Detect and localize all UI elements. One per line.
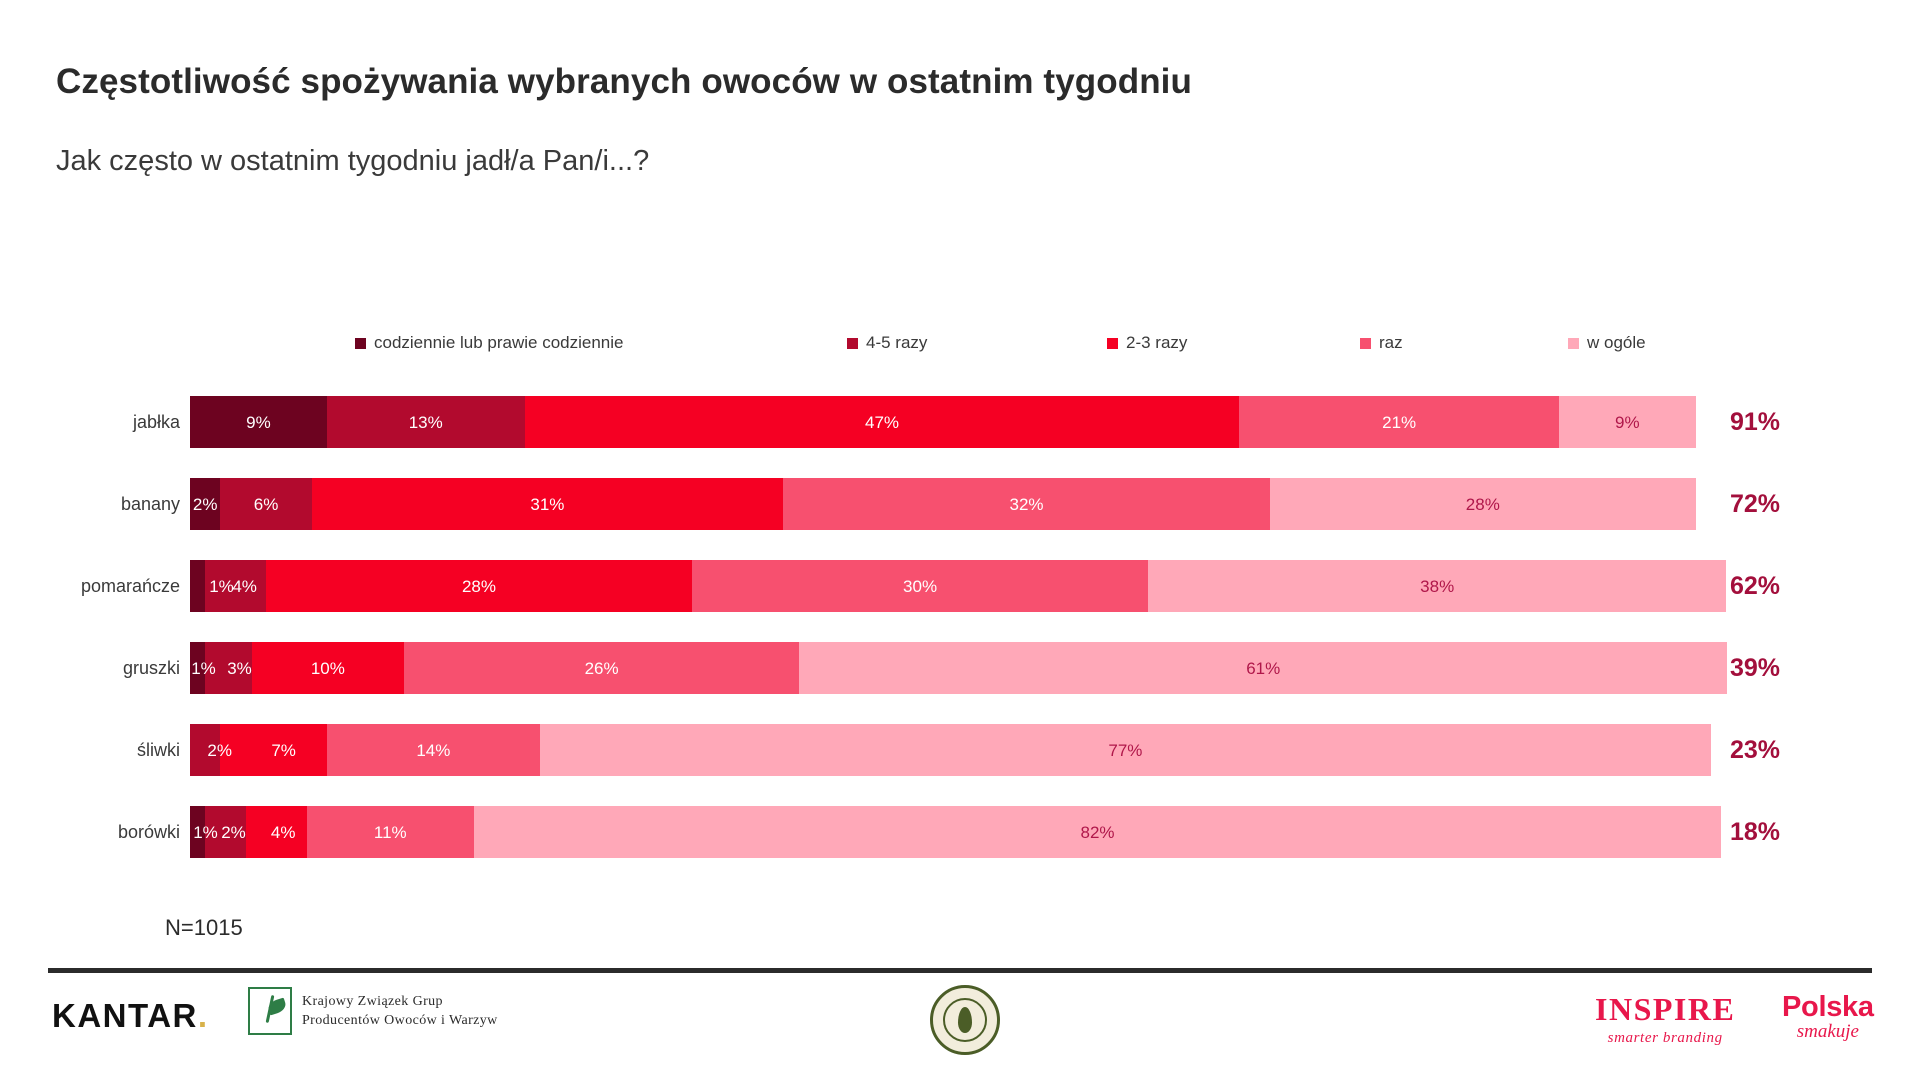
legend-label-1: 4-5 razy bbox=[866, 333, 928, 352]
bar-value-2-4: 38% bbox=[1420, 576, 1455, 596]
bar-segment-4-3 bbox=[327, 724, 540, 776]
row-total-5: 18% bbox=[1730, 818, 1781, 846]
category-label-5: borówki bbox=[117, 822, 180, 842]
row-total-0: 91% bbox=[1730, 408, 1781, 436]
legend-swatch-4 bbox=[1568, 338, 1579, 349]
inspire-logo bbox=[1595, 991, 1735, 1047]
kantar-logo-dot: . bbox=[197, 997, 209, 1034]
footer bbox=[0, 975, 1920, 1080]
sample-size-note: N=1015 bbox=[165, 915, 243, 940]
bar-value-5-0: 1% bbox=[193, 822, 218, 842]
footer-divider bbox=[48, 968, 1872, 973]
bar-value-0-1: 13% bbox=[408, 412, 443, 432]
legend-item-3 bbox=[1360, 333, 1403, 353]
bar-value-0-2: 47% bbox=[865, 412, 900, 432]
bar-value-1-1: 6% bbox=[253, 494, 279, 514]
chart-row bbox=[0, 396, 1920, 448]
bar-value-2-0: 1% bbox=[209, 576, 234, 596]
kantar-logo-text: KANTAR bbox=[52, 997, 198, 1034]
bar-segment-4-2 bbox=[220, 724, 326, 776]
category-label-2: pomarańcze bbox=[80, 576, 180, 596]
row-total-3: 39% bbox=[1730, 654, 1781, 682]
page-title: Częstotliwość spożywania wybranych owoców w ostatnim tygodniu bbox=[56, 62, 1192, 101]
kzgpow-logo-text bbox=[302, 994, 498, 1029]
legend-item-2 bbox=[1107, 333, 1187, 353]
bar-segment-1-2 bbox=[312, 478, 784, 530]
bar-value-0-0: 9% bbox=[246, 412, 271, 432]
bar-segment-1-4 bbox=[1270, 478, 1696, 530]
chart-row bbox=[0, 560, 1920, 612]
legend-swatch-1 bbox=[847, 338, 858, 349]
legend-label-0: codziennie lub prawie codziennie bbox=[374, 333, 624, 352]
bar-segment-0-0 bbox=[190, 396, 327, 448]
bar-segment-1-1 bbox=[220, 478, 311, 530]
polska-logo-tagline: smakuje bbox=[1796, 1021, 1859, 1042]
bar-segment-3-3 bbox=[404, 642, 799, 694]
bar-value-2-3: 30% bbox=[903, 576, 938, 596]
bar-track-3 bbox=[190, 642, 1711, 694]
legend-label-3: raz bbox=[1379, 333, 1403, 352]
quality-seal-icon bbox=[930, 985, 1000, 1055]
inspire-logo-name: INSPIRE bbox=[1595, 991, 1736, 1027]
chart-row bbox=[0, 806, 1920, 858]
bar-value-1-2: 31% bbox=[530, 494, 565, 514]
bar-value-5-4: 82% bbox=[1080, 822, 1115, 842]
stacked-bar-chart bbox=[0, 380, 1920, 860]
bar-value-1-0: 2% bbox=[192, 494, 218, 514]
chart-row bbox=[0, 724, 1920, 776]
bar-value-4-4: 77% bbox=[1108, 740, 1143, 760]
kzgpow-line-2: Producentów Owoców i Warzyw bbox=[302, 1012, 498, 1028]
bar-track-2 bbox=[190, 560, 1711, 612]
bar-value-3-3: 26% bbox=[584, 658, 619, 678]
bar-value-5-1: 2% bbox=[221, 822, 246, 842]
bar-track-4 bbox=[190, 724, 1711, 776]
bar-value-4-1: 2% bbox=[207, 740, 232, 760]
bar-value-4-3: 14% bbox=[416, 740, 451, 760]
bar-value-0-3: 21% bbox=[1382, 412, 1417, 432]
quality-seal-inner bbox=[943, 998, 987, 1042]
page-subtitle: Jak często w ostatnim tygodniu jadł/a Pan/i...? bbox=[56, 145, 650, 177]
category-label-3: gruszki bbox=[122, 658, 180, 678]
category-label-0: jabłka bbox=[132, 412, 180, 432]
bar-segment-1-3 bbox=[783, 478, 1270, 530]
category-label-1: banany bbox=[120, 494, 180, 514]
bar-value-0-4: 9% bbox=[1615, 412, 1640, 432]
chart-legend bbox=[355, 333, 1695, 359]
bar-value-3-4: 61% bbox=[1246, 658, 1281, 678]
polska-logo-name: Polska bbox=[1782, 991, 1874, 1023]
bar-segment-0-3 bbox=[1239, 396, 1558, 448]
row-total-1: 72% bbox=[1730, 490, 1781, 518]
chart-row bbox=[0, 478, 1920, 530]
chart-row bbox=[0, 642, 1920, 694]
row-total-4: 23% bbox=[1730, 736, 1781, 764]
bar-value-3-2: 10% bbox=[310, 658, 345, 678]
bar-track-0 bbox=[190, 396, 1711, 448]
seal-leaf-icon bbox=[958, 1007, 972, 1033]
bar-segment-5-4 bbox=[474, 806, 1721, 858]
bar-segment-0-1 bbox=[327, 396, 525, 448]
bar-value-5-3: 11% bbox=[373, 822, 407, 842]
bar-value-4-2: 7% bbox=[271, 740, 296, 760]
bar-track-5 bbox=[190, 806, 1711, 858]
bar-segment-1-0 bbox=[190, 478, 220, 530]
legend-label-4: w ogóle bbox=[1587, 333, 1646, 352]
kzgpow-line-1: Krajowy Związek Grup bbox=[302, 993, 443, 1009]
bar-value-2-2: 28% bbox=[461, 576, 496, 596]
kzgpow-logo bbox=[248, 987, 498, 1035]
bar-value-2-1: 4% bbox=[232, 576, 257, 596]
bar-value-1-3: 32% bbox=[1009, 494, 1044, 514]
bar-value-5-2: 4% bbox=[270, 822, 296, 842]
bar-segment-2-4 bbox=[1148, 560, 1726, 612]
bar-track-1 bbox=[190, 478, 1711, 530]
row-total-2: 62% bbox=[1730, 572, 1781, 600]
bar-segment-3-2 bbox=[252, 642, 404, 694]
bar-segment-2-3 bbox=[692, 560, 1148, 612]
legend-swatch-3 bbox=[1360, 338, 1371, 349]
bar-segment-0-4 bbox=[1559, 396, 1696, 448]
bar-segment-3-4 bbox=[799, 642, 1727, 694]
legend-swatch-2 bbox=[1107, 338, 1118, 349]
bar-segment-2-2 bbox=[266, 560, 692, 612]
bar-segment-4-4 bbox=[540, 724, 1711, 776]
kantar-logo bbox=[52, 997, 209, 1035]
bar-segment-5-3 bbox=[307, 806, 474, 858]
bar-value-1-4: 28% bbox=[1465, 494, 1500, 514]
bar-segment-2-0 bbox=[190, 560, 205, 612]
legend-label-2: 2-3 razy bbox=[1126, 333, 1188, 352]
bar-segment-5-2 bbox=[246, 806, 307, 858]
bar-segment-0-2 bbox=[525, 396, 1240, 448]
bar-value-3-0: 1% bbox=[191, 658, 216, 678]
inspire-logo-tagline: smarter branding bbox=[1607, 1030, 1723, 1046]
legend-item-4 bbox=[1568, 333, 1646, 353]
bar-value-3-1: 3% bbox=[227, 658, 252, 678]
legend-swatch-0 bbox=[355, 338, 366, 349]
category-label-4: śliwki bbox=[137, 740, 180, 760]
legend-item-0 bbox=[355, 333, 624, 353]
legend-item-1 bbox=[847, 333, 927, 353]
leaf-icon bbox=[248, 987, 292, 1035]
polska-smakuje-logo bbox=[1782, 991, 1874, 1043]
